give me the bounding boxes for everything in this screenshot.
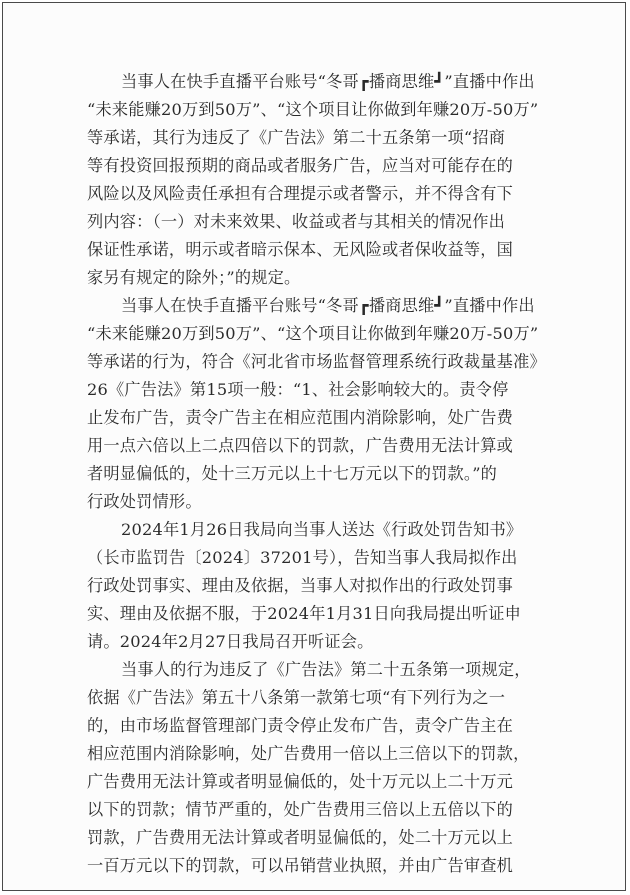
text-line: 列内容：（一）对未来效果、收益或者与其相关的情况作出 — [87, 212, 505, 231]
page-frame — [2, 2, 626, 891]
text-line: 等有投资回报预期的商品或者服务广告，应当对可能存在的 — [87, 156, 514, 175]
text-line: 罚款，广告费用无法计算或者明显偏低的，处二十万元以上 — [87, 828, 514, 847]
text-line: 的，由市场监督管理部门责令停止发布广告，责令广告主在 — [87, 716, 514, 735]
text-line: 行政处罚事实、理由及依据，当事人对拟作出的行政处罚事 — [87, 576, 514, 595]
text-line: “未来能赚20万到50万”、“这个项目让你做到年赚20万-50万” — [87, 100, 539, 119]
text-line: 当事人在快手直播平台账号“冬哥┏播商思维┛”直播中作出 — [121, 296, 535, 315]
text-line: 一百万元以下的罚款，可以吊销营业执照，并由广告审查机 — [87, 856, 514, 875]
text-line: 广告费用无法计算或者明显偏低的，处十万元以上二十万元 — [87, 772, 514, 791]
text-line: 用一点六倍以上二点四倍以下的罚款，广告费用无法计算或 — [87, 436, 514, 455]
text-line: 以下的罚款；情节严重的，处广告费用三倍以上五倍以下的 — [87, 800, 514, 819]
text-line: 家另有规定的除外；”的规定。 — [87, 268, 301, 287]
text-line: 行政处罚情形。 — [87, 492, 202, 511]
text-line: 当事人在快手直播平台账号“冬哥┏播商思维┛”直播中作出 — [121, 72, 535, 91]
text-line: 2024年1月26日我局向当事人送达《行政处罚告知书》 — [121, 520, 523, 539]
text-line: 依据《广告法》第五十八条第一款第七项“有下列行为之一 — [87, 688, 506, 707]
text-line: 相应范围内消除影响，处广告费用一倍以上三倍以下的罚款， — [87, 744, 530, 763]
text-line: 等承诺的行为，符合《河北省市场监督管理系统行政裁量基准》 — [87, 352, 546, 371]
text-line: 当事人的行为违反了《广告法》第二十五条第一项规定， — [121, 660, 531, 679]
text-line: （长市监罚告〔2024〕37201号），告知当事人我局拟作出 — [87, 548, 518, 567]
text-line: 26《广告法》第15项一般：“1、社会影响较大的。责令停 — [87, 380, 509, 399]
text-line: 请。2024年2月27日我局召开听证会。 — [87, 632, 374, 651]
text-line: 风险以及风险责任承担有合理提示或者警示，并不得含有下 — [87, 184, 514, 203]
text-line: 止发布广告，责令广告主在相应范围内消除影响，处广告费 — [87, 408, 514, 427]
text-line: 者明显偏低的，处十三万元以上十七万元以下的罚款。”的 — [87, 464, 498, 483]
text-line: “未来能赚20万到50万”、“这个项目让你做到年赚20万-50万” — [87, 324, 539, 343]
text-line: 实、理由及依据不服，于2024年1月31日向我局提出听证申 — [87, 604, 522, 623]
text-line: 保证性承诺，明示或者暗示保本、无风险或者保收益等，国 — [87, 240, 514, 259]
text-line: 等承诺，其行为违反了《广告法》第二十五条第一项“招商 — [87, 128, 506, 147]
